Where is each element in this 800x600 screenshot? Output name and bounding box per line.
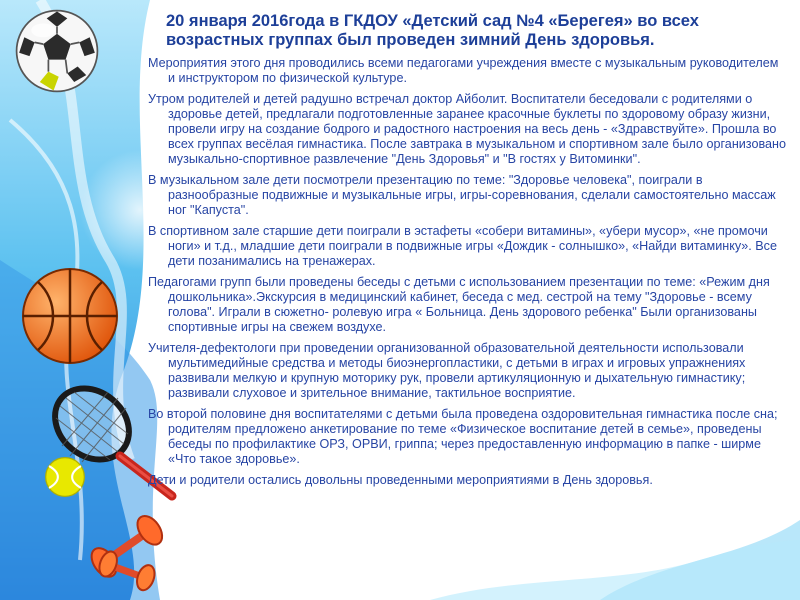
paragraph-3: В музыкальном зале дети посмотрели презентацию по теме: "Здоровье человека", поиграли в разнообразные подвижные и музыкальные игры, игры-соревнования, сделали самостоятельно массаж ног "Капуста". — [148, 173, 776, 217]
paragraph-6: Учителя-дефектологи при проведении организованной образовательной деятельности использовали мультимедийные средства и методы биоэнергопластики, с детьми в играх и игровых упражнениях развивали мелкую и крупную моторику рук, провели артикуляционную и дыхательную гимнастику; развивали слуховое и зрительное внимание, тактильное восприятие. — [148, 341, 746, 400]
paragraph-8: Дети и родители остались довольны проведенными мероприятиями в День здоровья. — [148, 473, 653, 487]
dumbbell-icon — [78, 498, 178, 598]
paragraph-2: Утром родителей и детей радушно встречал доктор Айболит. Воспитатели беседовали с родителями о здоровье детей, предлагали подготовленные заранее красочные буклеты по здоровому образу жизни, провели игру на создание бодрого и радостного настроения на весь день - «Здравствуйте». Прошла во всех группах весёлая гимнастика. После завтрака в музыкальном и спортивном зале было организовано музыкально-спортивное развлечение "День Здоровья" и "В гостях у Витоминки". — [148, 92, 786, 166]
paragraph-1: Мероприятия этого дня проводились всеми педагогами учреждения вместе с музыкальным руководителем и инструктором по физической культуре. — [148, 56, 779, 85]
basketball-icon — [20, 266, 120, 366]
paragraph-4: В спортивном зале старшие дети поиграли в эстафеты «собери витамины», «убери мусор», «не промочи ноги» и т.д., младшие дети поиграли в подвижные игры «Дождик - солнышко», «Найди витаминку». Все дети позанимались на тренажерах. — [148, 224, 777, 268]
paragraph-7: Во второй половине дня воспитателями с детьми была проведена оздоровительная гимнастика после сна; родителям предложено анкетирование по теме «Физическое воспитание детей в семье», проведены беседы по профилактике ОРЗ, ОРВИ, гриппа; через предоставленную информацию в папке - ширме «Что такое здоровье». — [148, 407, 778, 466]
main-content — [148, 12, 788, 494]
page-title: 20 января 2016года в ГКДОУ «Детский сад №4 «Берегея» во всех возрастных группах был проведен зимний День здоровья. — [166, 12, 699, 49]
soccer-ball-icon — [14, 8, 100, 94]
paragraph-5: Педагогами групп были проведены беседы с детьми с использованием презентации по теме: «Режим дня дошкольника».Экскурсия в медицинский кабинет, беседа с мед. сестрой на тему "Здоровье - всему голова". Играли в сюжетно- ролевую игра « Больница. День здорового ребенка" Были организованы спортивные игры на свежем воздухе. — [148, 275, 770, 334]
tennis-ball-icon — [44, 456, 86, 498]
